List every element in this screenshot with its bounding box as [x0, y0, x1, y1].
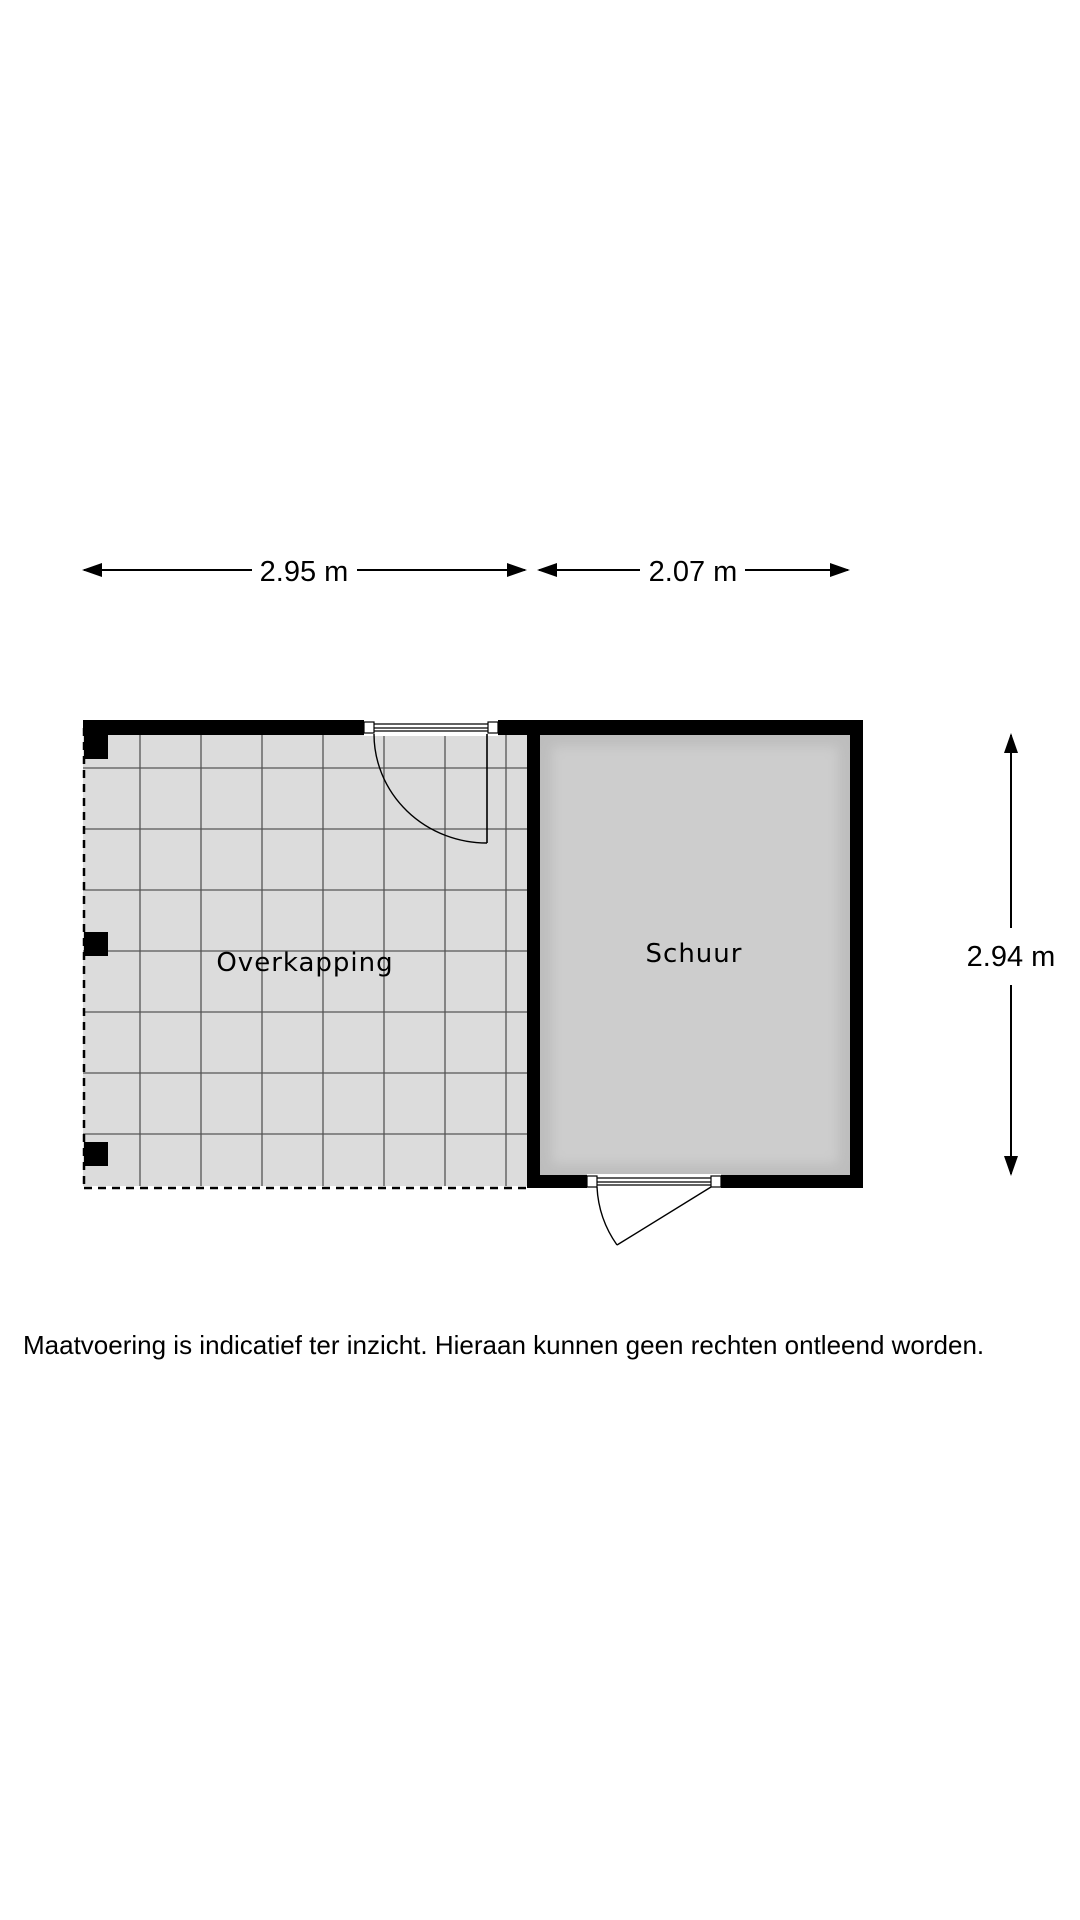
post-middle: [84, 932, 108, 956]
door-bottom: [587, 1174, 721, 1245]
dimension-depth: [967, 735, 1056, 1174]
dimension-label-schuur: 2.07 m: [648, 556, 738, 588]
post-bottom: [84, 1142, 108, 1166]
dimension-width-schuur: [539, 556, 848, 588]
post-top: [84, 735, 108, 759]
dimension-label-depth: 2.94 m: [966, 941, 1056, 973]
room-label-overkapping: Overkapping: [216, 948, 394, 978]
dimension-label-overkapping: 2.95 m: [259, 556, 349, 588]
room-label-schuur: Schuur: [645, 939, 743, 969]
dimension-width-overkapping: [84, 556, 525, 588]
disclaimer-text: Maatvoering is indicatief ter inzicht. Hieraan kunnen geen rechten ontleend worden.: [23, 1330, 985, 1360]
